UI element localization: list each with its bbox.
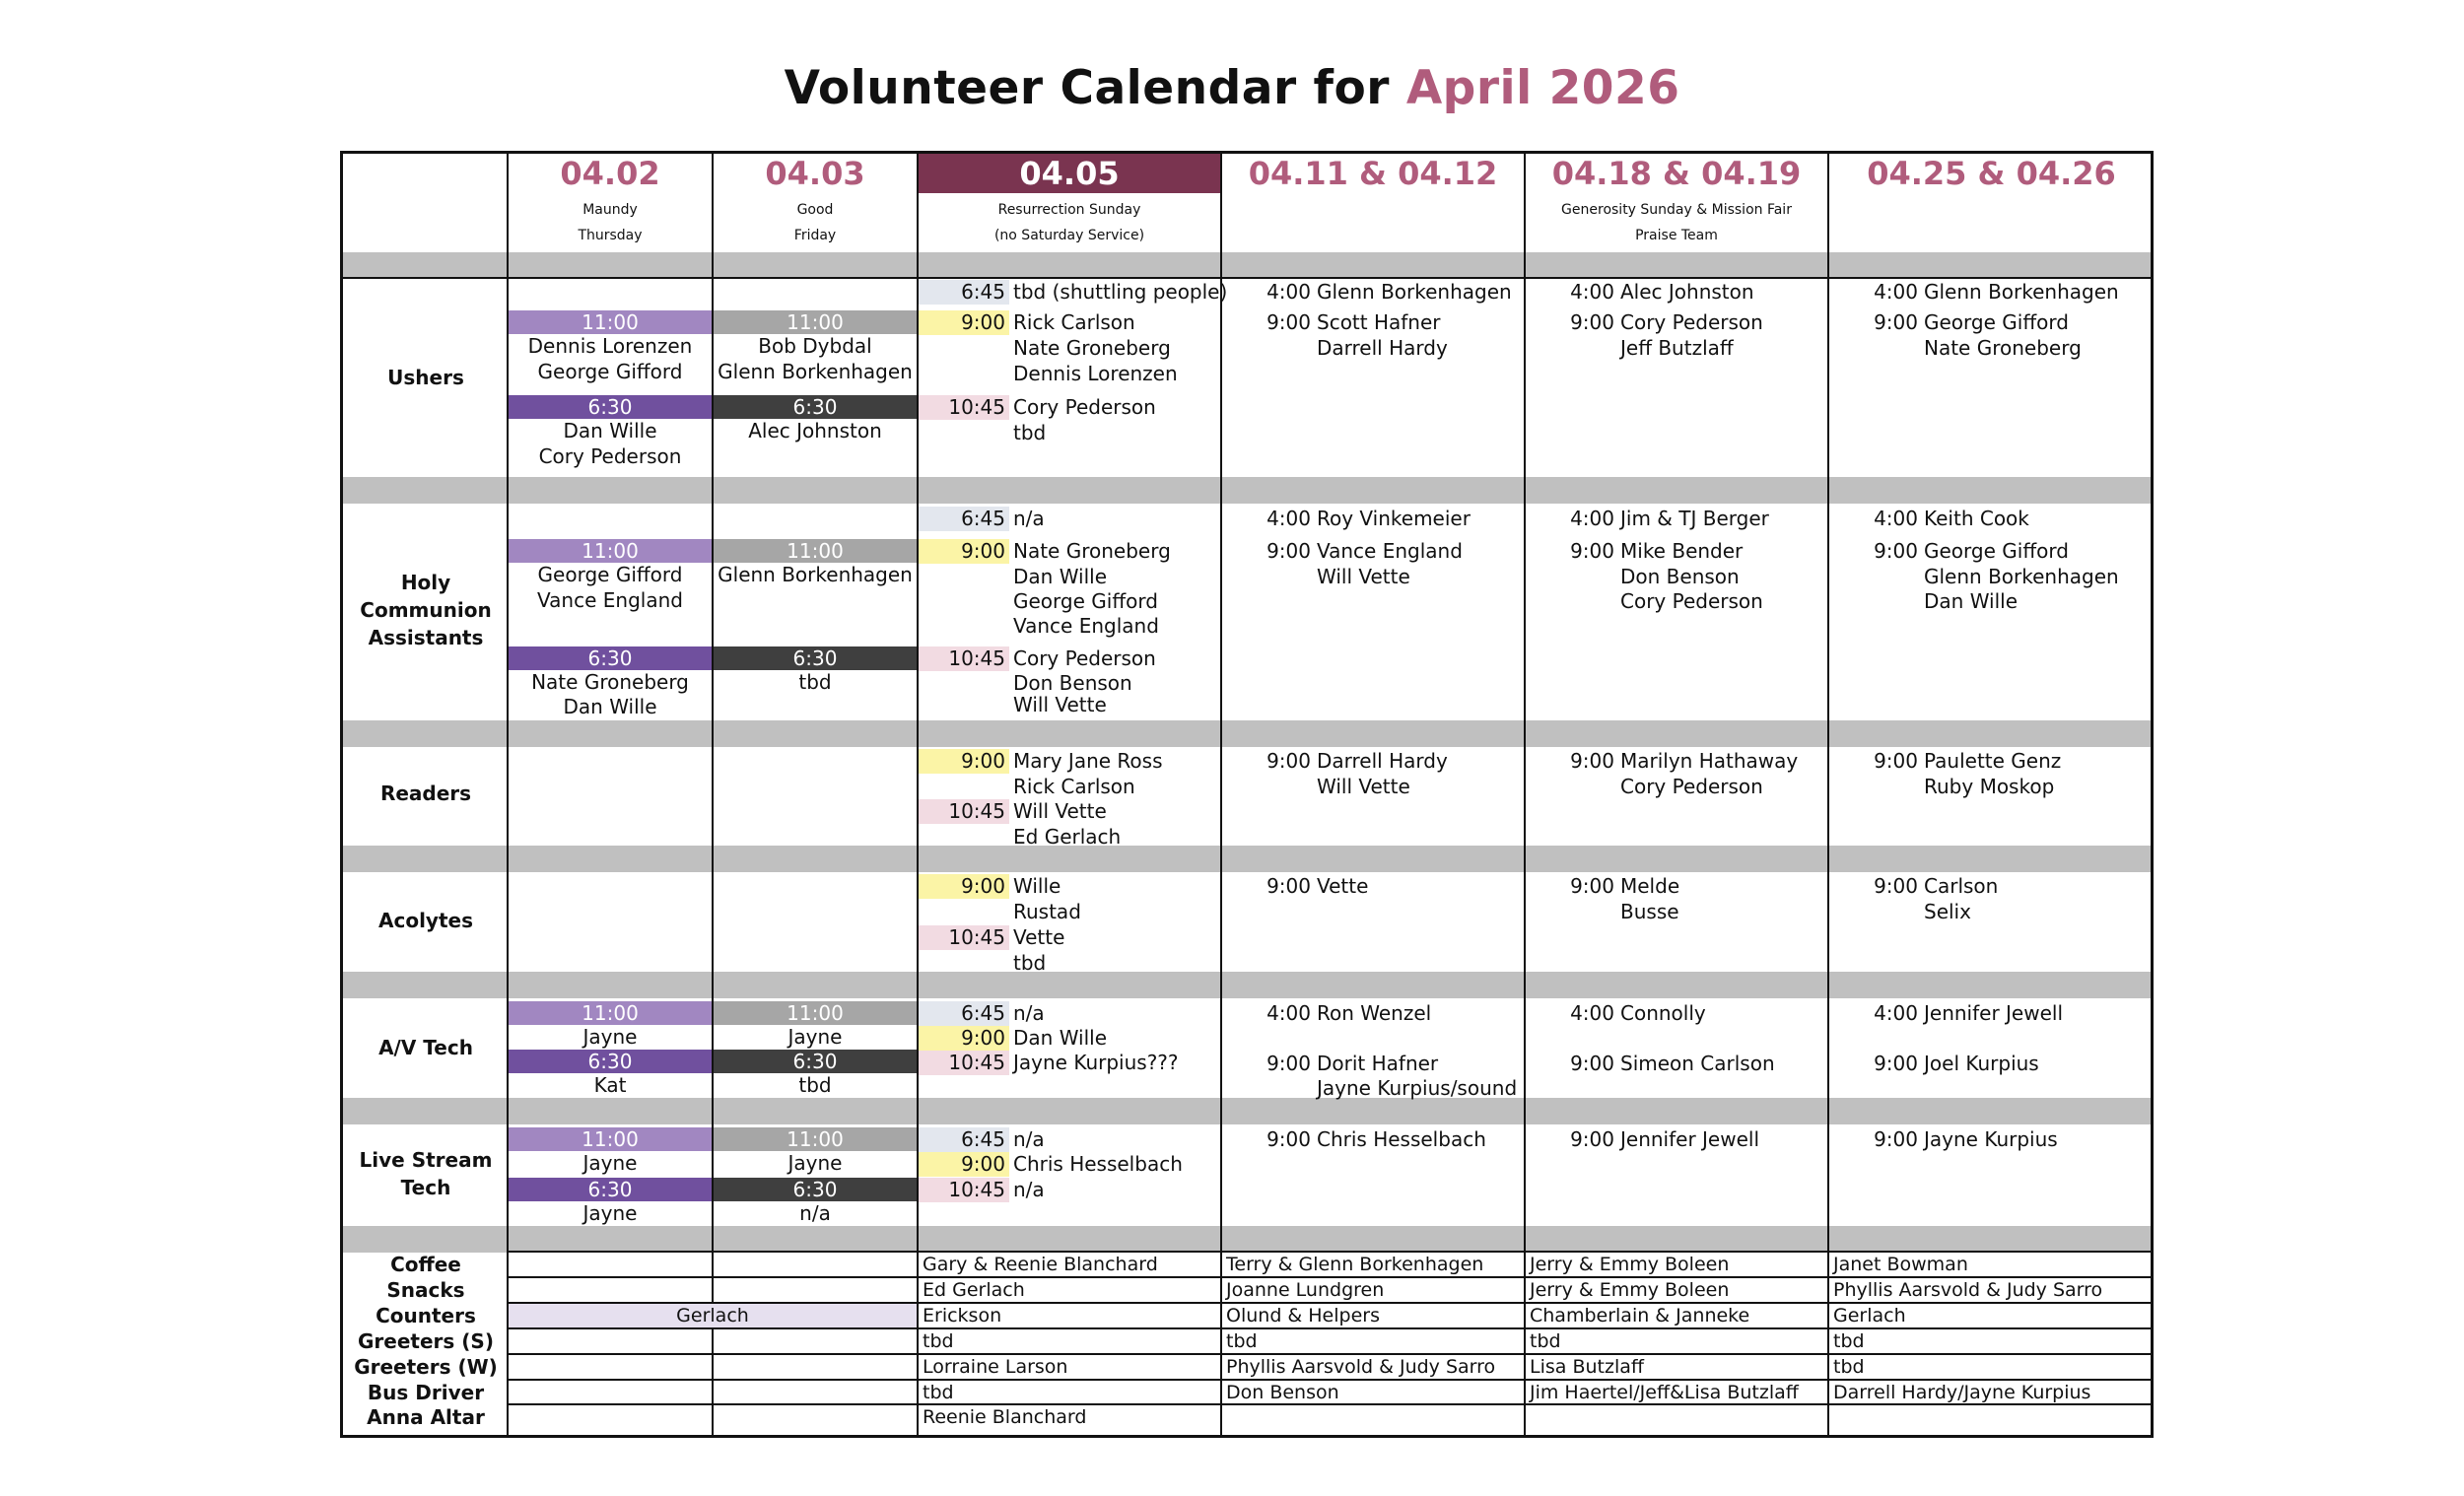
time-1045: 10:45 — [919, 646, 1009, 671]
coffee-cell: Jerry & Emmy Boleen — [1530, 1254, 1730, 1275]
title-prefix: Volunteer Calendar for — [784, 61, 1390, 115]
time: 9:00 — [1266, 310, 1311, 334]
name: Alec Johnston — [748, 419, 882, 442]
name: Joel Kurpius — [1924, 1052, 2039, 1075]
bus-driver-cell: Darrell Hardy/Jayne Kurpius — [1833, 1382, 2091, 1403]
time: 9:00 — [1874, 1052, 1918, 1075]
time-bar-630: 6:30 — [714, 646, 917, 670]
name: Vance England — [1013, 614, 1159, 638]
greeters-s-cell: tbd — [1226, 1330, 1258, 1352]
name: Glenn Borkenhagen — [718, 563, 913, 586]
name: Vance England — [537, 588, 683, 612]
name: Will Vette — [1317, 775, 1410, 798]
subtitle-line1: Generosity Sunday & Mission Fair — [1561, 202, 1792, 218]
time-900: 9:00 — [919, 310, 1009, 335]
name: Glenn Borkenhagen — [718, 360, 913, 383]
label-coffee: Coffee — [390, 1253, 461, 1276]
name: Dan Wille — [1924, 589, 2018, 613]
name: Selix — [1924, 900, 1971, 923]
counters-gerlach: Gerlach — [509, 1304, 917, 1327]
column-divider — [1827, 154, 1829, 1435]
name: n/a — [1013, 1001, 1045, 1025]
subtitle-line1: Maundy — [582, 202, 638, 218]
name: Nate Groneberg — [1013, 336, 1171, 360]
label-snacks: Snacks — [386, 1278, 465, 1302]
name: George Gifford — [1924, 539, 2069, 563]
counters-cell: Chamberlain & Janneke — [1530, 1305, 1750, 1326]
bus-driver-cell: Don Benson — [1226, 1382, 1339, 1403]
time-bar-1100: 11:00 — [714, 1001, 917, 1025]
time-bar-1100: 11:00 — [714, 539, 917, 563]
greeters-s-cell: tbd — [1530, 1330, 1561, 1352]
name: tbd (shuttling people) — [1013, 280, 1228, 304]
coffee-cell: Terry & Glenn Borkenhagen — [1226, 1254, 1484, 1275]
greeters-w-cell: tbd — [1833, 1356, 1865, 1378]
name: Kat — [593, 1073, 627, 1097]
time-645: 6:45 — [919, 507, 1009, 531]
time-bar-1100: 11:00 — [714, 1127, 917, 1151]
name: Ron Wenzel — [1317, 1001, 1432, 1025]
time: 9:00 — [1874, 874, 1918, 898]
date-04-18-19: 04.18 & 04.19 — [1551, 155, 1802, 192]
name: Vance England — [1317, 539, 1463, 563]
time: 9:00 — [1266, 539, 1311, 563]
name: tbd — [1013, 951, 1047, 975]
time-bar-630: 6:30 — [714, 1050, 917, 1073]
name: Jim & TJ Berger — [1620, 507, 1769, 530]
time-1045: 10:45 — [919, 395, 1009, 420]
counters-cell: Olund & Helpers — [1226, 1305, 1380, 1326]
time-900: 9:00 — [919, 749, 1009, 774]
snacks-cell: Ed Gerlach — [923, 1279, 1025, 1301]
name: Glenn Borkenhagen — [1317, 280, 1512, 304]
name: Keith Cook — [1924, 507, 2029, 530]
name: tbd — [1013, 421, 1047, 444]
time: 4:00 — [1266, 280, 1311, 304]
name: Darrell Hardy — [1317, 749, 1448, 773]
label-bus-driver: Bus Driver — [367, 1381, 485, 1404]
subtitle-line2: (no Saturday Service) — [993, 228, 1145, 243]
snacks-cell: Jerry & Emmy Boleen — [1530, 1279, 1730, 1301]
name: Mary Jane Ross — [1013, 749, 1163, 773]
name: Paulette Genz — [1924, 749, 2062, 773]
subtitle-line2: Friday — [793, 228, 837, 243]
time: 9:00 — [1266, 1052, 1311, 1075]
calendar-title — [0, 61, 2464, 115]
time-bar-1100: 11:00 — [509, 1001, 712, 1025]
name: Cory Pederson — [1620, 310, 1763, 334]
counters-cell: Gerlach — [1833, 1305, 1906, 1326]
name: Cory Pederson — [1013, 646, 1156, 670]
name: Jayne Kurpius??? — [1013, 1051, 1179, 1074]
time-1045: 10:45 — [919, 1051, 1009, 1075]
subtitle-line1: Resurrection Sunday — [997, 202, 1141, 218]
separator — [343, 252, 2151, 279]
time-645: 6:45 — [919, 1001, 1009, 1026]
name: George Gifford — [1013, 589, 1158, 613]
time: 9:00 — [1570, 310, 1614, 334]
time: 4:00 — [1266, 1001, 1311, 1025]
time-1045: 10:45 — [919, 799, 1009, 824]
name: Darrell Hardy — [1317, 336, 1448, 360]
name: Jeff Butzlaff — [1620, 336, 1734, 360]
name: tbd — [798, 1073, 832, 1097]
label-greeters-w: Greeters (W) — [354, 1355, 498, 1379]
name: Scott Hafner — [1317, 310, 1441, 334]
name: Jayne — [787, 1151, 843, 1175]
column-divider — [1220, 154, 1222, 1435]
time: 9:00 — [1570, 874, 1614, 898]
time: 9:00 — [1266, 749, 1311, 773]
name: Connolly — [1620, 1001, 1706, 1025]
name: Dennis Lorenzen — [527, 334, 693, 358]
role-readers: Readers — [379, 782, 472, 805]
time-645: 6:45 — [919, 280, 1009, 305]
time-bar-630: 6:30 — [509, 1178, 712, 1201]
date-04-05: 04.05 — [919, 154, 1220, 193]
name: Jayne — [787, 1025, 843, 1049]
name: Cory Pederson — [1013, 395, 1156, 419]
time-900: 9:00 — [919, 539, 1009, 564]
name: Vette — [1013, 925, 1065, 949]
label-counters: Counters — [376, 1304, 476, 1327]
role-holy-line3: Assistants — [368, 626, 484, 649]
time-bar-1100: 11:00 — [509, 1127, 712, 1151]
name: George Gifford — [537, 360, 683, 383]
name: Glenn Borkenhagen — [1924, 280, 2119, 304]
date-04-03: 04.03 — [765, 155, 865, 192]
time-bar-1100: 11:00 — [509, 310, 712, 334]
name: Wille — [1013, 874, 1061, 898]
name: Vette — [1317, 874, 1369, 898]
name: Glenn Borkenhagen — [1924, 565, 2119, 588]
name: Don Benson — [1013, 671, 1132, 695]
subtitle-line2: Thursday — [578, 228, 643, 243]
separator — [343, 1098, 2151, 1124]
greeters-s-cell: tbd — [1833, 1330, 1865, 1352]
role-holy-line2: Communion — [360, 598, 492, 622]
time-bar-630: 6:30 — [714, 1178, 917, 1201]
snacks-cell: Phyllis Aarsvold & Judy Sarro — [1833, 1279, 2103, 1301]
name: Melde — [1620, 874, 1680, 898]
name: Jayne — [582, 1201, 638, 1225]
subtitle-line1: Good — [796, 202, 834, 218]
time: 4:00 — [1570, 507, 1614, 530]
subtitle-line2: Praise Team — [1635, 228, 1718, 243]
time: 4:00 — [1874, 280, 1918, 304]
time-645: 6:45 — [919, 1127, 1009, 1152]
time: 9:00 — [1874, 539, 1918, 563]
time-1045: 10:45 — [919, 1178, 1009, 1202]
name: Dan Wille — [1013, 1026, 1107, 1050]
time-bar-630: 6:30 — [509, 1050, 712, 1073]
name: Nate Groneberg — [1924, 336, 2082, 360]
time: 9:00 — [1266, 874, 1311, 898]
separator — [343, 972, 2151, 998]
coffee-cell: Janet Bowman — [1833, 1254, 1968, 1275]
name: n/a — [1013, 1127, 1045, 1151]
name: Mike Bender — [1620, 539, 1744, 563]
role-holy-line1: Holy — [400, 571, 451, 594]
name: Rick Carlson — [1013, 775, 1135, 798]
name: George Gifford — [1924, 310, 2069, 334]
time-bar-1100: 11:00 — [509, 539, 712, 563]
role-livestream-line1: Live Stream — [359, 1148, 493, 1172]
time: 9:00 — [1874, 749, 1918, 773]
name: George Gifford — [537, 563, 683, 586]
time: 4:00 — [1570, 280, 1614, 304]
role-livestream-line2: Tech — [400, 1176, 451, 1199]
name: Jennifer Jewell — [1924, 1001, 2064, 1025]
time: 9:00 — [1570, 749, 1614, 773]
name: Dennis Lorenzen — [1013, 362, 1178, 385]
date-04-02: 04.02 — [560, 155, 660, 192]
name: Jayne Kurpius/sound — [1317, 1076, 1518, 1100]
greeters-s-cell: tbd — [923, 1330, 954, 1352]
name: Bob Dybdal — [758, 334, 872, 358]
column-divider — [1524, 154, 1526, 1435]
time-bar-630: 6:30 — [509, 646, 712, 670]
name: Marilyn Hathaway — [1620, 749, 1799, 773]
time: 4:00 — [1570, 1001, 1614, 1025]
name: Carlson — [1924, 874, 1999, 898]
name: Rustad — [1013, 900, 1081, 923]
time-bar-630: 6:30 — [714, 395, 917, 419]
name: Nate Groneberg — [1013, 539, 1171, 563]
role-acolytes: Acolytes — [378, 909, 473, 932]
title-month: April 2026 — [1405, 61, 1680, 115]
column-divider — [917, 154, 919, 1435]
separator — [343, 477, 2151, 504]
volunteer-calendar-grid — [340, 151, 2154, 1438]
coffee-cell: Gary & Reenie Blanchard — [923, 1254, 1158, 1275]
name: Cory Pederson — [1620, 589, 1763, 613]
name: Jayne Kurpius — [1924, 1127, 2058, 1151]
name: Simeon Carlson — [1620, 1052, 1775, 1075]
name: Cory Pederson — [1620, 775, 1763, 798]
name: Will Vette — [1317, 565, 1410, 588]
time: 9:00 — [1570, 539, 1614, 563]
name: Dan Wille — [563, 419, 657, 442]
greeters-w-cell: Phyllis Aarsvold & Judy Sarro — [1226, 1356, 1496, 1378]
greeters-w-cell: Lorraine Larson — [923, 1356, 1068, 1378]
grid-line — [509, 1327, 2151, 1329]
time-1045: 10:45 — [919, 925, 1009, 950]
name: Nate Groneberg — [531, 670, 689, 694]
time-bar-630: 6:30 — [509, 395, 712, 419]
name: Chris Hesselbach — [1013, 1152, 1183, 1176]
counters-cell: Erickson — [923, 1305, 1002, 1326]
time-900: 9:00 — [919, 1152, 1009, 1177]
anna-altar-cell: Reenie Blanchard — [923, 1406, 1087, 1428]
name: Will Vette — [1013, 799, 1107, 823]
name: Alec Johnston — [1620, 280, 1754, 304]
separator — [343, 720, 2151, 747]
label-anna-altar: Anna Altar — [367, 1405, 485, 1429]
separator — [343, 846, 2151, 872]
name: n/a — [1013, 507, 1045, 530]
time: 4:00 — [1874, 507, 1918, 530]
name: Busse — [1620, 900, 1679, 923]
bus-driver-cell: Jim Haertel/Jeff&Lisa Butzlaff — [1530, 1382, 1799, 1403]
name: Jennifer Jewell — [1620, 1127, 1760, 1151]
time: 4:00 — [1266, 507, 1311, 530]
time: 9:00 — [1266, 1127, 1311, 1151]
name: Ruby Moskop — [1924, 775, 2055, 798]
role-ushers: Ushers — [387, 366, 464, 389]
name: Dorit Hafner — [1317, 1052, 1439, 1075]
time: 4:00 — [1874, 1001, 1918, 1025]
time: 9:00 — [1570, 1052, 1614, 1075]
name: Jayne — [582, 1025, 638, 1049]
time-900: 9:00 — [919, 874, 1009, 899]
name: tbd — [798, 670, 832, 694]
label-greeters-s: Greeters (S) — [358, 1329, 494, 1353]
name: Rick Carlson — [1013, 310, 1135, 334]
role-av-tech: A/V Tech — [378, 1036, 473, 1059]
name: Dan Wille — [563, 695, 657, 718]
date-04-11-12: 04.11 & 04.12 — [1248, 155, 1498, 192]
name: Dan Wille — [1013, 565, 1107, 588]
time-900: 9:00 — [919, 1026, 1009, 1051]
snacks-cell: Joanne Lundgren — [1226, 1279, 1385, 1301]
name: Cory Pederson — [538, 444, 682, 468]
name: Jayne — [582, 1151, 638, 1175]
time: 9:00 — [1570, 1127, 1614, 1151]
name: Chris Hesselbach — [1317, 1127, 1486, 1151]
greeters-w-cell: Lisa Butzlaff — [1530, 1356, 1644, 1378]
name: Will Vette — [1013, 693, 1107, 716]
bus-driver-cell: tbd — [923, 1382, 954, 1403]
time: 9:00 — [1874, 1127, 1918, 1151]
time-bar-1100: 11:00 — [714, 310, 917, 334]
name: Roy Vinkemeier — [1317, 507, 1471, 530]
date-04-25-26: 04.25 & 04.26 — [1867, 155, 2116, 192]
time: 9:00 — [1874, 310, 1918, 334]
separator — [343, 1226, 2151, 1253]
name: Ed Gerlach — [1013, 825, 1122, 849]
name: Don Benson — [1620, 565, 1740, 588]
name: n/a — [799, 1201, 831, 1225]
name: n/a — [1013, 1178, 1045, 1201]
